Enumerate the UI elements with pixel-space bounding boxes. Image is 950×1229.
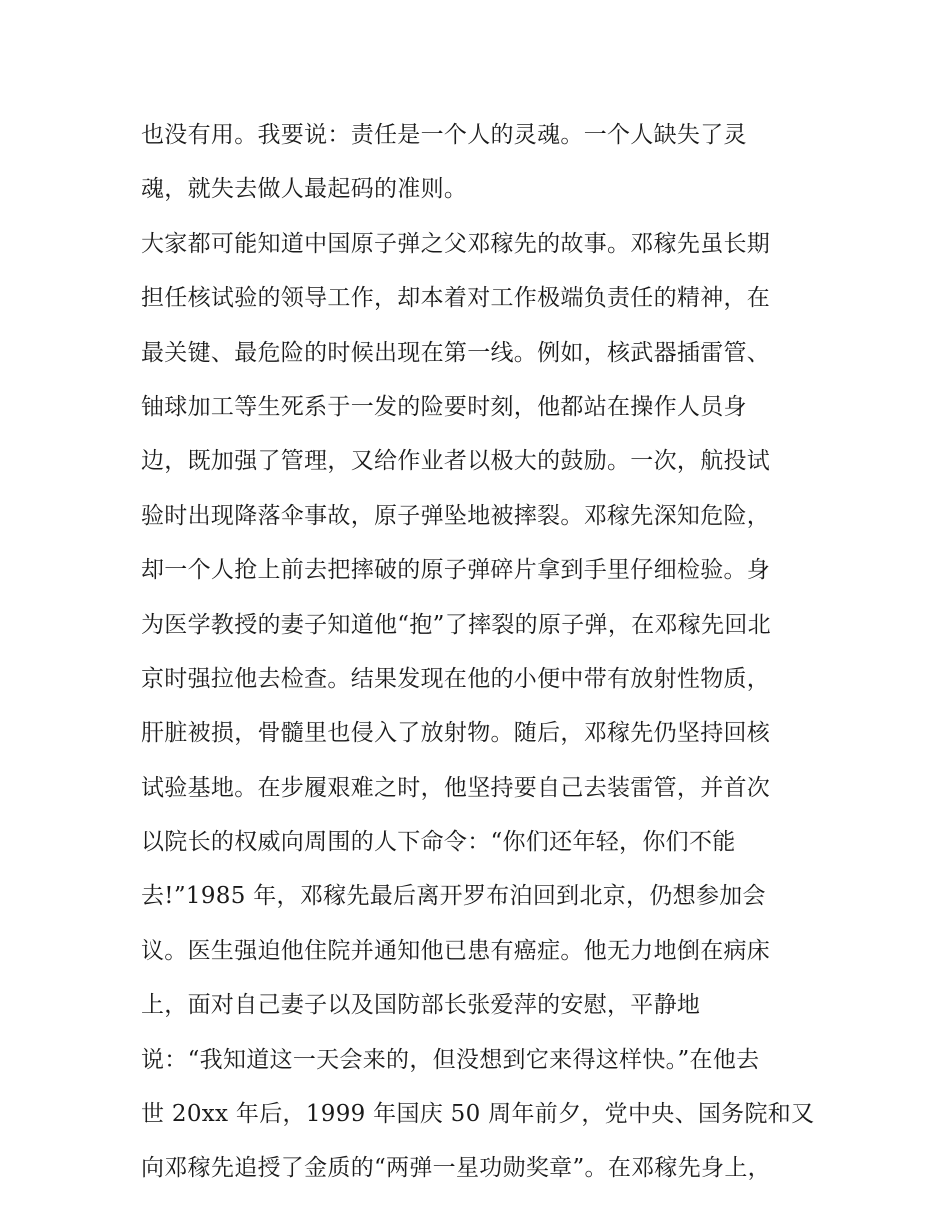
body-text (141, 108, 821, 1196)
text-line: 去!”1985 年，邓稼先最后离开罗布泊回到北京，仍想参加会 (141, 883, 766, 910)
text-line: 为医学教授的妻子知道他“抱”了摔裂的原子弹，在邓稼先回北 (141, 611, 771, 638)
text-line: 铀球加工等生死系于一发的险要时刻，他都站在操作人员身 (141, 393, 747, 420)
text-line: 最关键、最危险的时候出现在第一线。例如，核武器插雷管、 (141, 339, 771, 366)
text-line: 大家都可能知道中国原子弹之父邓稼先的故事。邓稼先虽长期 (141, 230, 771, 257)
text-line: 边，既加强了管理，又给作业者以极大的鼓励。一次，航投试 (141, 448, 771, 475)
text-line: 试验基地。在步履艰难之时，他坚持要自己去装雷管，并首次 (141, 774, 771, 801)
text-line: 说：“我知道这一天会来的，但没想到它来得这样快。”在他去 (141, 1046, 760, 1073)
text-line: 议。医生强迫他住院并通知他已患有癌症。他无力地倒在病床 (141, 937, 771, 964)
text-line: 担任核试验的领导工作，却本着对工作极端负责任的精神，在 (141, 285, 771, 312)
text-line: 肝脏被损，骨髓里也侵入了放射物。随后，邓稼先仍坚持回核 (141, 720, 771, 747)
text-line: 魂，就失去做人最起码的准则。 (141, 176, 468, 203)
text-line: 京时强拉他去检查。结果发现在他的小便中带有放射性物质， (141, 665, 771, 692)
text-line: 上，面对自己妻子以及国防部长张爱萍的安慰，平静地 (141, 992, 701, 1019)
text-line: 验时出现降落伞事故，原子弹坠地被摔裂。邓稼先深知危险， (141, 502, 771, 529)
text-line: 世 20xx 年后，1999 年国庆 50 周年前夕，党中央、国务院和又 (141, 1101, 815, 1128)
text-line: 却一个人抢上前去把摔破的原子弹碎片拿到手里仔细检验。身 (141, 557, 771, 584)
text-line: 也没有用。我要说：责任是一个人的灵魂。一个人缺失了灵 (141, 122, 747, 148)
text-line: 以院长的权威向周围的人下命令：“你们还年轻，你们不能 (141, 829, 736, 856)
text-line: 向邓稼先追授了金质的“两弹一星功勋奖章”。在邓稼先身上， (141, 1155, 771, 1182)
